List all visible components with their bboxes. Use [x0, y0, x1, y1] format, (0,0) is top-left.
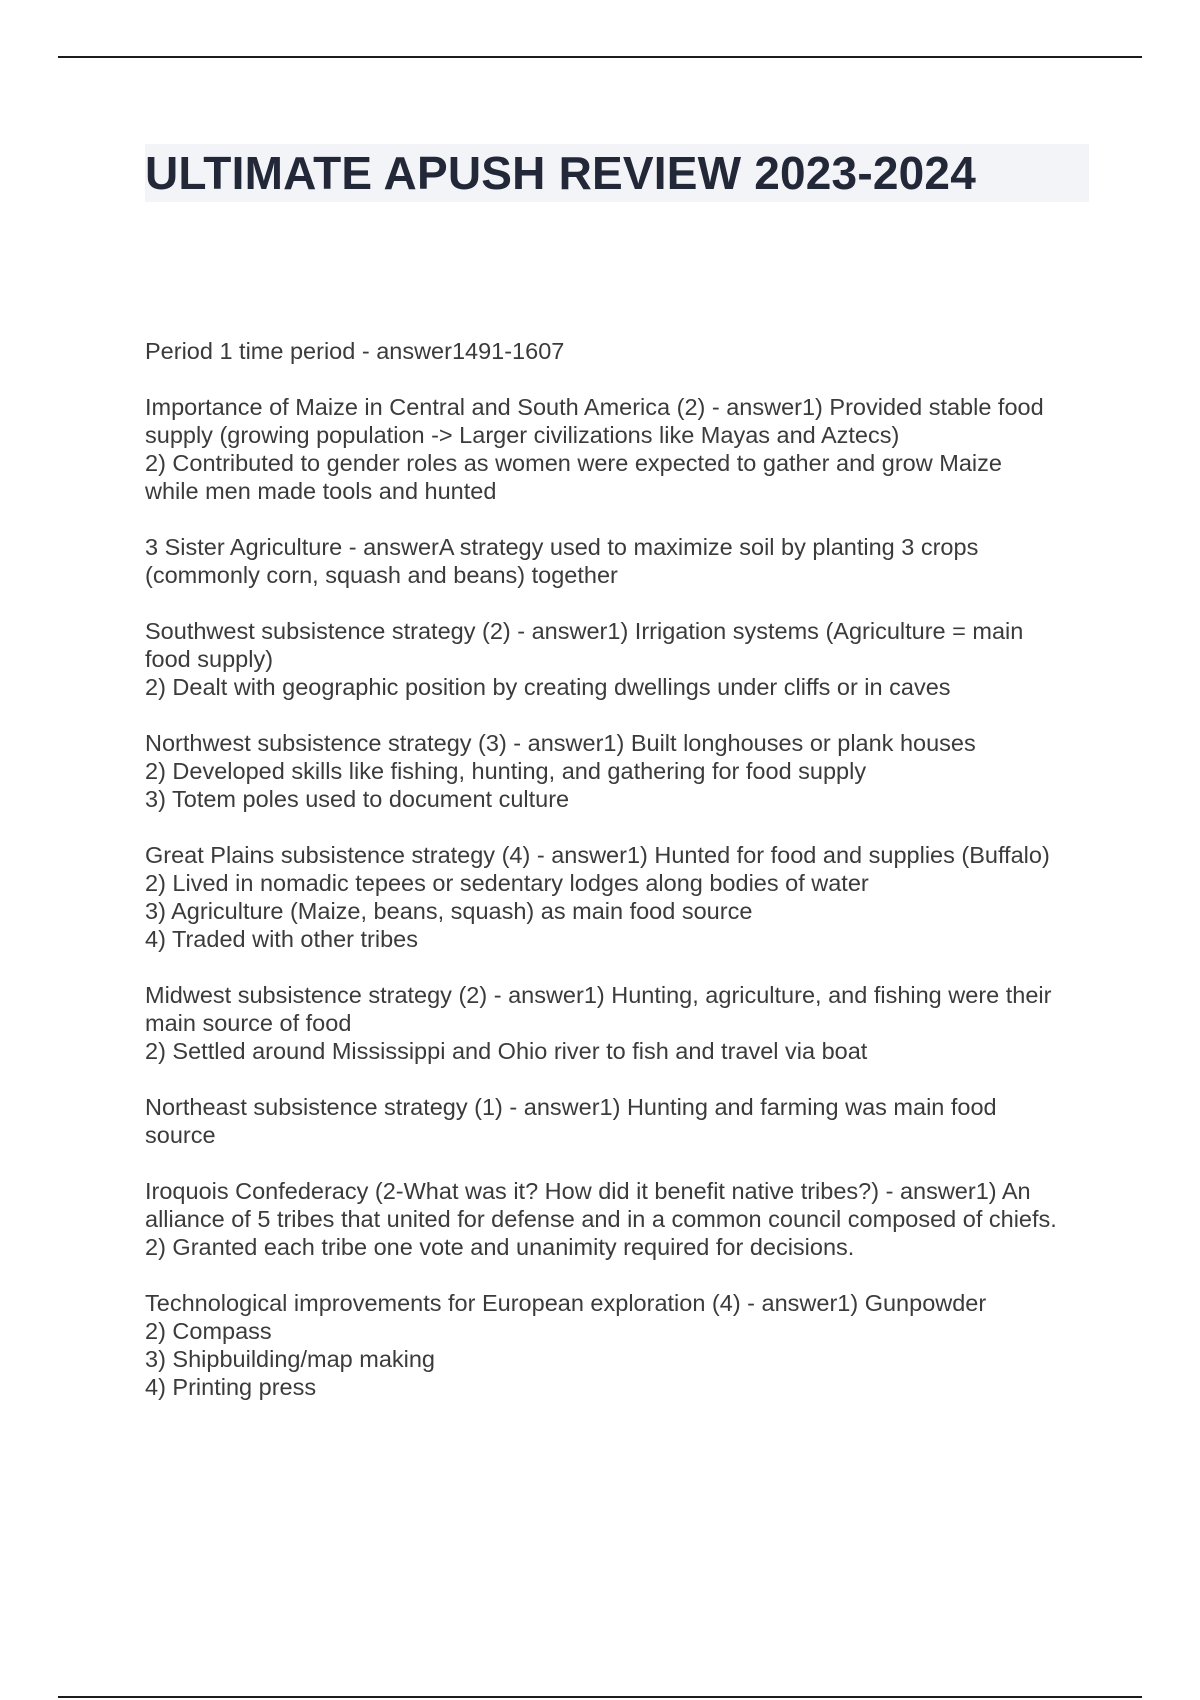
entry-maize — [145, 393, 1085, 505]
entry-line: 2) Compass — [145, 1318, 272, 1344]
entry-line: Importance of Maize in Central and South America (2) - answer1) Provided stable food — [145, 394, 1044, 420]
qa-entries — [145, 337, 1085, 1429]
entry-northeast — [145, 1093, 1085, 1149]
entry-line: 2) Dealt with geographic position by creating dwellings under cliffs or in caves — [145, 674, 951, 700]
entry-line: Southwest subsistence strategy (2) - answer1) Irrigation systems (Agriculture = main — [145, 618, 1024, 644]
entry-northwest — [145, 729, 1085, 813]
document-title: ULTIMATE APUSH REVIEW 2023-2024 — [145, 147, 976, 199]
entry-three-sister-agriculture — [145, 533, 1085, 589]
entry-line: 2) Lived in nomadic tepees or sedentary lodges along bodies of water — [145, 870, 869, 896]
entry-line: alliance of 5 tribes that united for defense and in a common council composed of chiefs. — [145, 1206, 1057, 1232]
entry-line: source — [145, 1122, 216, 1148]
entry-line: main source of food — [145, 1010, 352, 1036]
entry-line: 3 Sister Agriculture - answerA strategy used to maximize soil by planting 3 crops — [145, 534, 979, 560]
entry-line: 3) Shipbuilding/map making — [145, 1346, 435, 1372]
entry-line: 3) Agriculture (Maize, beans, squash) as main food source — [145, 898, 753, 924]
entry-line: supply (growing population -> Larger civilizations like Mayas and Aztecs) — [145, 422, 900, 448]
entry-line: 4) Printing press — [145, 1374, 317, 1400]
entry-great-plains — [145, 841, 1085, 953]
entry-line: 2) Settled around Mississippi and Ohio river to fish and travel via boat — [145, 1038, 868, 1064]
entry-line: 2) Developed skills like fishing, hunting, and gathering for food supply — [145, 758, 867, 784]
entry-midwest — [145, 981, 1085, 1065]
entry-line: Northeast subsistence strategy (1) - answer1) Hunting and farming was main food — [145, 1094, 997, 1120]
entry-line: 2) Granted each tribe one vote and unanimity required for decisions. — [145, 1234, 855, 1260]
entry-line: (commonly corn, squash and beans) together — [145, 562, 618, 588]
entry-line: while men made tools and hunted — [145, 478, 497, 504]
top-rule — [58, 56, 1142, 58]
entry-european-exploration — [145, 1289, 1085, 1401]
entry-line: Midwest subsistence strategy (2) - answer1) Hunting, agriculture, and fishing were their — [145, 982, 1052, 1008]
entry-line: 3) Totem poles used to document culture — [145, 786, 570, 812]
bottom-rule — [58, 1696, 1142, 1698]
entry-line: Period 1 time period - answer1491-1607 — [145, 338, 565, 364]
entry-line: Great Plains subsistence strategy (4) - answer1) Hunted for food and supplies (Buffalo) — [145, 842, 1050, 868]
entry-line: Northwest subsistence strategy (3) - answer1) Built longhouses or plank houses — [145, 730, 976, 756]
entry-line: 2) Contributed to gender roles as women were expected to gather and grow Maize — [145, 450, 1002, 476]
entry-period-1 — [145, 337, 1085, 365]
entry-line: food supply) — [145, 646, 274, 672]
entry-southwest — [145, 617, 1085, 701]
entry-iroquois-confederacy — [145, 1177, 1085, 1261]
entry-line: Iroquois Confederacy (2-What was it? How did it benefit native tribes?) - answer1) An — [145, 1178, 1031, 1204]
entry-line: 4) Traded with other tribes — [145, 926, 418, 952]
entry-line: Technological improvements for European exploration (4) - answer1) Gunpowder — [145, 1290, 987, 1316]
